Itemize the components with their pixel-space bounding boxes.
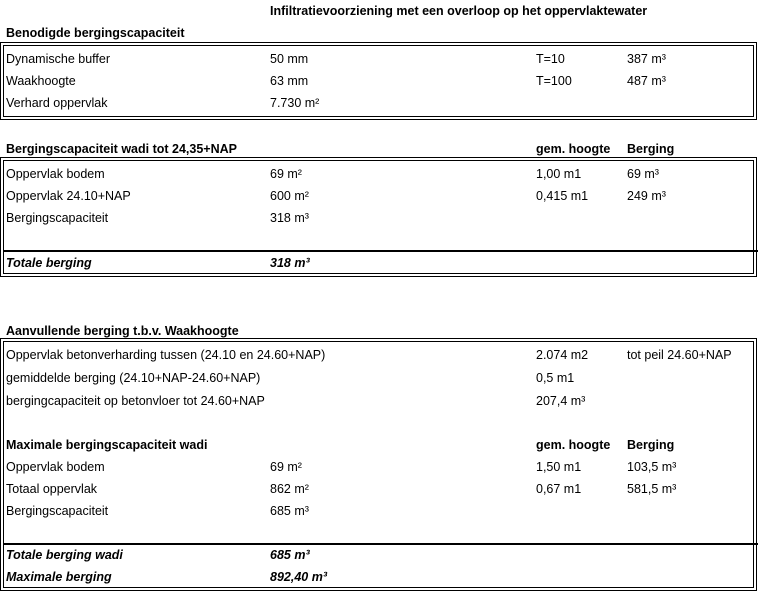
s3-total2-value: 892,40 m³: [270, 570, 327, 584]
page-title: Infiltratievoorziening met een overloop op het oppervlaktewater: [270, 4, 648, 18]
s1-row3-label: Verhard oppervlak: [6, 96, 108, 110]
s2-row3-value: 318 m³: [270, 211, 309, 225]
s2-col-height: gem. hoogte: [536, 142, 611, 156]
section3-heading: Aanvullende berging t.b.v. Waakhoogte: [6, 324, 239, 338]
s3-row5-h: 0,67 m1: [536, 482, 582, 496]
section2-heading: Bergingscapaciteit wadi tot 24,35+NAP: [6, 142, 237, 156]
s3-row2-c3: 0,5 m1: [536, 371, 575, 385]
s2-row1-h: 1,00 m1: [536, 167, 582, 181]
s3-row5-b: 581,5 m³: [627, 482, 677, 496]
s1-row1-value: 50 mm: [270, 52, 309, 66]
s2-row2-value: 600 m²: [270, 189, 309, 203]
s3-row3-label: bergingcapaciteit op betonvloer tot 24.60+NAP: [6, 394, 265, 408]
s1-row1-vol: 387 m³: [627, 52, 666, 66]
s2-row2-label: Oppervlak 24.10+NAP: [6, 189, 131, 203]
s3-row2-label: gemiddelde berging (24.10+NAP-24.60+NAP): [6, 371, 261, 385]
s3-row4-h: 1,50 m1: [536, 460, 582, 474]
s2-row1-b: 69 m³: [627, 167, 659, 181]
s3-row4-value: 69 m²: [270, 460, 302, 474]
s3-total-divider: [3, 543, 758, 545]
s2-total-value: 318 m³: [270, 256, 310, 270]
s3-col-height: gem. hoogte: [536, 438, 611, 452]
s1-row2-label: Waakhoogte: [6, 74, 76, 88]
s1-row2-t: T=100: [536, 74, 572, 88]
s3-row1-c4: tot peil 24.60+NAP: [627, 348, 732, 362]
s3-total2-label: Maximale berging: [6, 570, 112, 584]
s3-sub-heading: Maximale bergingscapaciteit wadi: [6, 438, 208, 452]
s2-row3-label: Bergingscapaciteit: [6, 211, 109, 225]
s1-row1-label: Dynamische buffer: [6, 52, 110, 66]
s3-col-berging: Berging: [627, 438, 675, 452]
s1-row3-value: 7.730 m²: [270, 96, 320, 110]
s3-row1-label: Oppervlak betonverharding tussen (24.10 en 24.60+NAP): [6, 348, 326, 362]
s1-row1-t: T=10: [536, 52, 565, 66]
s2-row1-value: 69 m²: [270, 167, 302, 181]
s2-col-berging: Berging: [627, 142, 675, 156]
s3-row5-label: Totaal oppervlak: [6, 482, 98, 496]
s1-row2-value: 63 mm: [270, 74, 309, 88]
s2-row2-b: 249 m³: [627, 189, 666, 203]
s3-total1-label: Totale berging wadi: [6, 548, 123, 562]
s3-row6-label: Bergingscapaciteit: [6, 504, 109, 518]
s2-row1-label: Oppervlak bodem: [6, 167, 105, 181]
s2-total-divider: [3, 250, 758, 252]
s3-row6-value: 685 m³: [270, 504, 309, 518]
s3-row1-c3: 2.074 m2: [536, 348, 589, 362]
s3-row4-label: Oppervlak bodem: [6, 460, 105, 474]
s1-row2-vol: 487 m³: [627, 74, 666, 88]
s2-total-label: Totale berging: [6, 256, 92, 270]
s3-row3-c3: 207,4 m³: [536, 394, 586, 408]
s3-row5-value: 862 m²: [270, 482, 309, 496]
s3-total1-value: 685 m³: [270, 548, 310, 562]
s2-row2-h: 0,415 m1: [536, 189, 589, 203]
s3-row4-b: 103,5 m³: [627, 460, 677, 474]
section1-heading: Benodigde bergingscapaciteit: [6, 26, 185, 40]
